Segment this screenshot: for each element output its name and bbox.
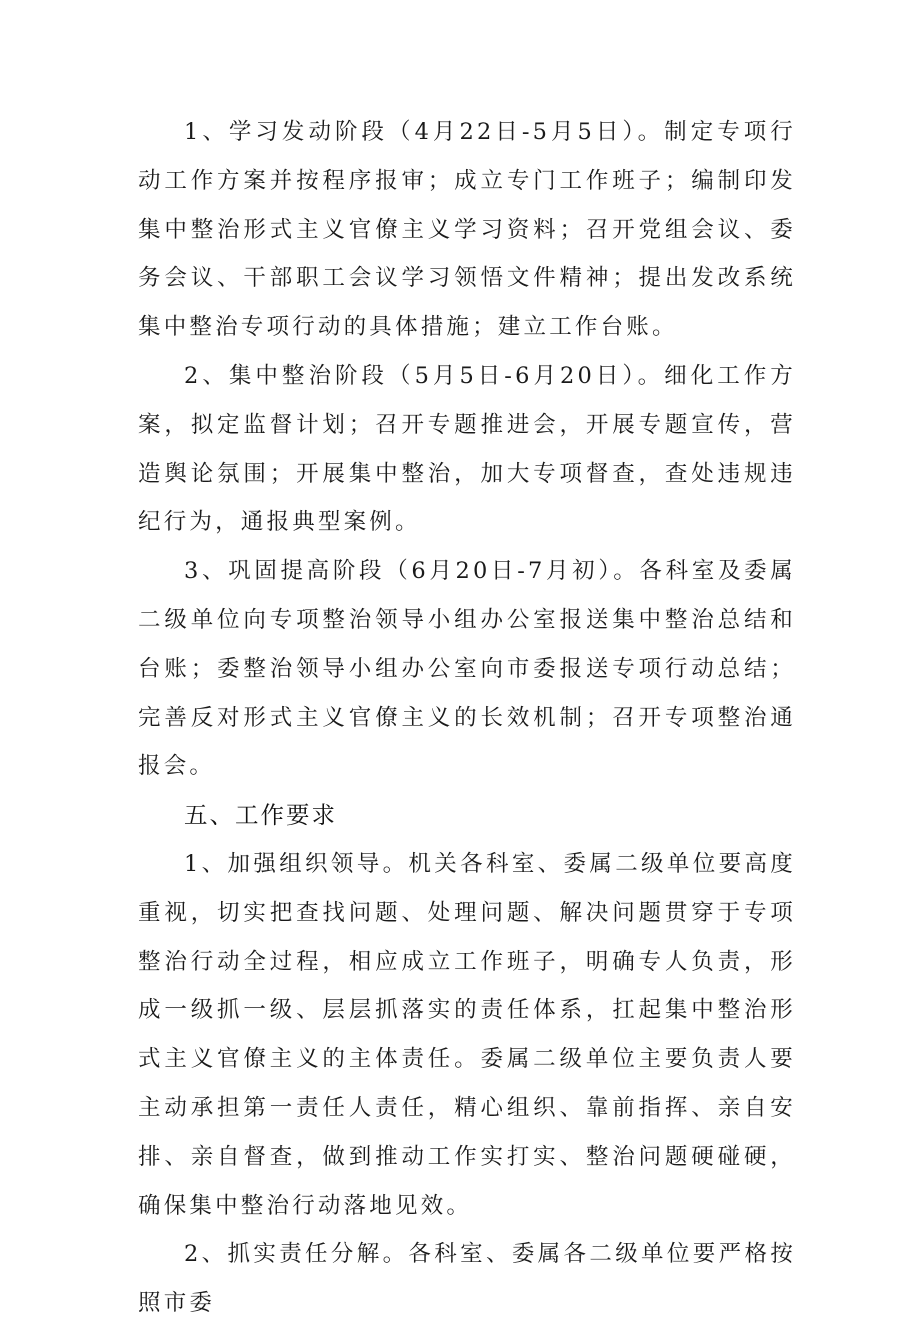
paragraph-rectification-phase: 2、集中整治阶段（5月5日-6月20日）。细化工作方案，拟定监督计划；召开专题推进会，开展专题宣传，营造舆论氛围；开展集中整治，加大专项督查，查处违规违纪行为，通报典型案例。 [138,362,796,536]
paragraph-responsibility-breakdown: 2、抓实责任分解。各科室、委属各二级单位要严格按照市委 [138,1241,796,1317]
paragraph-consolidation-phase: 3、巩固提高阶段（6月20日-7月初）。各科室及委属二级单位向专项整治领导小组办公室报送集中整治总结和台账；委整治领导小组办公室向市委报送专项行动总结；完善反对形式主义官僚主义的长效机制；召开专项整治通报会。 [138,558,796,780]
document-body [138,108,796,1328]
paragraph-strengthen-leadership: 1、加强组织领导。机关各科室、委属二级单位要高度重视，切实把查找问题、处理问题、解决问题贯穿于专项整治行动全过程，相应成立工作班子，明确专人负责，形成一级抓一级、层层抓落实的责任体系，扛起集中整治形式主义官僚主义的主体责任。委属二级单位主要负责人要主动承担第一责任人责任，精心组织、靠前指挥、亲自安排、亲自督查，做到推动工作实打实、整治问题硬碰硬，确保集中整治行动落地见效。 [138,850,796,1219]
paragraph-study-phase: 1、学习发动阶段（4月22日-5月5日）。制定专项行动工作方案并按程序报审；成立专门工作班子；编制印发集中整治形式主义官僚主义学习资料；召开党组会议、委务会议、干部职工会议学习领悟文件精神；提出发改系统集中整治专项行动的具体措施；建立工作台账。 [138,119,796,341]
section-heading-work-requirements: 五、工作要求 [184,801,337,830]
